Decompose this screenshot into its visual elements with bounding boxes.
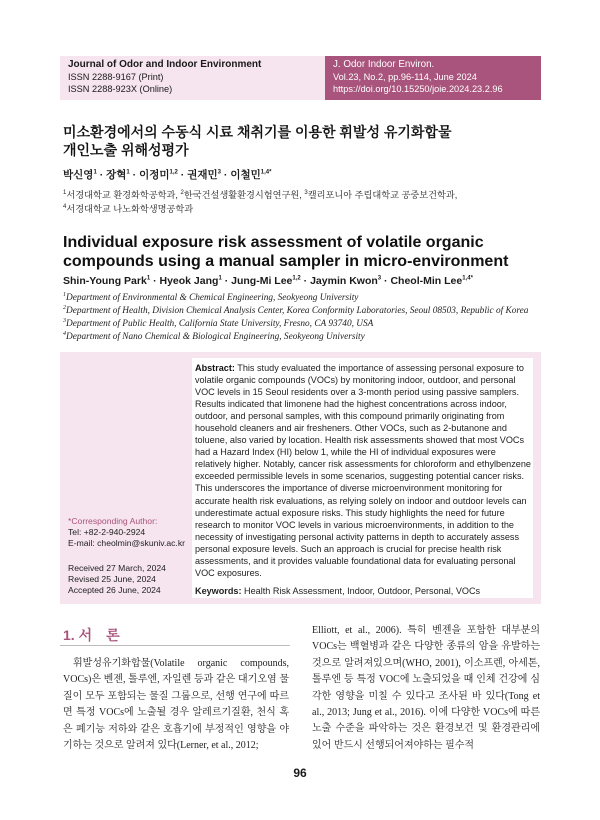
author: 박신영 (63, 169, 94, 181)
korean-title (63, 123, 523, 159)
affiliation: Department of Public Health, California State University, Fresno, CA 93740, USA (66, 319, 374, 329)
journal-name: Journal of Odor and Indoor Environment (68, 59, 262, 70)
korean-authors: 박신영$^1$ · 장혁$^1$ · 이정미$^{1,2}$ · 권재민$^3$ · 이철민$^{1,4*}$ (63, 169, 272, 181)
aff-sup: 2 (180, 189, 184, 196)
author-sup: 1,2 (169, 169, 178, 176)
korean-title-line1: 미소환경에서의 수동식 시료 채취기를 이용한 휘발성 유기화합물 (63, 124, 452, 140)
affiliation: 한국건설생활환경시험연구원, (183, 190, 305, 200)
page-number: 96 (293, 766, 307, 780)
journal-header-right (325, 56, 541, 100)
english-affiliations (63, 292, 543, 344)
article-dates (68, 563, 193, 596)
aff-sup: 3 (304, 189, 308, 196)
author: 이정미 (139, 169, 170, 181)
aff-sup: 4 (63, 330, 66, 337)
journal-abbrev: J. Odor Indoor Environ. (333, 59, 435, 70)
affiliation: 캘리포니아 주립대학교 공중보건학과, (307, 190, 458, 200)
keywords (195, 586, 533, 596)
author-sup: 1 (93, 169, 97, 176)
affiliation-line (63, 292, 543, 305)
affiliation: Department of Nano Chemical & Biological Engineering, Seokyeong University (66, 332, 365, 342)
affiliation: Department of Health, Division Chemical Analysis Center, Korea Conformity Laboratories, Seoul 08503, Republic of Korea (66, 306, 529, 316)
aff-sup: 3 (63, 317, 66, 324)
date-accepted: Accepted 26 June, 2024 (68, 585, 161, 595)
aff-sup: 4 (63, 203, 67, 210)
author-sup: 3 (377, 275, 382, 282)
aff-sup: 1 (63, 291, 66, 298)
korean-title-line2: 개인노출 위해성평가 (63, 142, 189, 158)
section-divider (60, 645, 290, 646)
issn-print: ISSN 2288-9167 (Print) (68, 72, 164, 82)
abstract (195, 362, 533, 579)
author-sup: 1 (126, 169, 130, 176)
date-received: Received 27 March, 2024 (68, 563, 166, 573)
author: 장혁 (106, 169, 127, 181)
author-sup: 1,2 (292, 275, 301, 282)
issn-online: ISSN 2288-923X (Online) (68, 84, 173, 94)
abstract-text: This study evaluated the importance of assessing personal exposure to volatile organic compounds (VOCs) by monitoring indoor, outdoor, and personal VOC levels in 15 Seoul residents over a 3-month period using passive samplers. Results indicated that limonene had the highest concentrations across indoor, outdoor, and personal samples, with this compound primarily originating from household cleaners and air fresheners. Other VOCs, such as 2-butanone and toluene, also varied by location. Health risk assessments showed that most VOCs had a Hazard Index (HI) below 1, while the HI of individual exposures were relatively higher. Notably, cancer risk assessments for chloroform and ethylbenzene exceeded permissible levels in some scenarios, suggesting potential cancer risks. This underscores the importance of diverse microenvironment monitoring for accurate health risk evaluations, as relying solely on indoor and outdoor levels can underestimate actual exposure risks. This study highlights the need for future research to monitor VOC levels in various microenvironments, in addition to the necessity of investigating personal activity patterns in depth to accurately assess personal exposure levels. Such an approach is crucial for precise health risk assessments, and it provides valuable foundational data for evaluating personal VOC exposures. (195, 363, 531, 578)
section-title: 서 론 (78, 627, 120, 643)
affiliation: Department of Environmental & Chemical Engineering, Seokyeong University (66, 293, 359, 303)
author: 이철민 (230, 169, 261, 181)
corresponding-label: *Corresponding Author: (68, 516, 158, 526)
author-sup: 1 (218, 275, 222, 282)
affiliation-line (63, 318, 543, 331)
section-number: 1. (63, 627, 75, 643)
author-sup: 1,4* (260, 169, 272, 176)
keywords-label: Keywords: (195, 586, 242, 596)
keywords-text: Health Risk Assessment, Indoor, Outdoor, Personal, VOCs (244, 586, 481, 596)
corresponding-email[interactable]: E-mail: cheolmin@skuniv.ac.kr (68, 538, 185, 548)
journal-header-left (60, 56, 325, 100)
korean-affiliations (63, 188, 533, 216)
author: Jung-Mi Lee (231, 275, 293, 287)
aff-sup: 1 (63, 189, 67, 196)
author: Jaymin Kwon (310, 275, 378, 287)
date-revised: Revised 25 June, 2024 (68, 574, 156, 584)
doi-link[interactable]: https://doi.org/10.15250/joie.2024.23.2.96 (333, 84, 503, 94)
author-sup: 3 (217, 169, 222, 176)
aff-sup: 2 (63, 304, 66, 311)
corresponding-tel: Tel: +82-2-940-2924 (68, 527, 146, 537)
author: Hyeok Jang (159, 275, 219, 287)
author: Cheol-Min Lee (390, 275, 463, 287)
english-title-line1: Individual exposure risk assessment of volatile organic (63, 234, 484, 251)
affiliation: 서경대학교 환경화학공학과, (66, 190, 181, 200)
correspondence (68, 516, 193, 549)
author-sup: 1,4* (462, 275, 473, 282)
english-authors: Shin-Young Park$^1$ · Hyeok Jang$^1$ · Jung-Mi Lee$^{1,2}$ · Jaymin Kwon$^3$ · Cheol-Min Lee$^{1,4*}$ (63, 275, 473, 287)
affiliation-line (63, 331, 543, 344)
author-sup: 1 (146, 275, 151, 282)
english-title-line2: compounds using a manual sampler in micro-environment (63, 253, 509, 270)
author: Shin-Young Park (63, 275, 147, 287)
volume-info: Vol.23, No.2, pp.96-114, June 2024 (333, 72, 477, 82)
section-heading (63, 625, 120, 645)
body-column-left: 휘발성유기화합물(Volatile organic compounds, VOCs)은 벤젠, 톨루엔, 자일렌 등과 같은 대기오염 물질이 모두 포함되는 물질 그룹으로, 선행 연구에 따르면 특정 VOCs에 노출될 경우 알레르기질환, 천식 혹은 폐기능 저하와 같은 호흡기에 부정적인 영향을 야기하는 것으로 알려져 있다(Lerner, et al., 2012; (63, 658, 289, 752)
body-column-right: Elliott, et al., 2006). 특히 벤젠을 포함한 대부분의 VOCs는 백혈병과 같은 다양한 종류의 암을 유발하는 것으로 알려져있으며(WHO, 2001), 이소프렌, 아세톤, 톨루엔 등 특정 VOC에 노출되었을 때 인체 건강에 심각한 영향을 미칠 수 있다고 조사된 바 있다(Tong et al., 2013; Jung et al., 2016). 이에 다양한 VOCs에 따른 노출 수준을 파악하는 것은 환경보건 및 환경관리에 있어 반드시 선행되어져야하는 필수적 (312, 625, 540, 751)
affiliation: 서경대학교 나노화학생명공학과 (66, 204, 194, 214)
author: 권재민 (187, 169, 218, 181)
affiliation-line (63, 305, 543, 318)
english-title (63, 233, 533, 271)
abstract-label: Abstract: (195, 363, 235, 373)
